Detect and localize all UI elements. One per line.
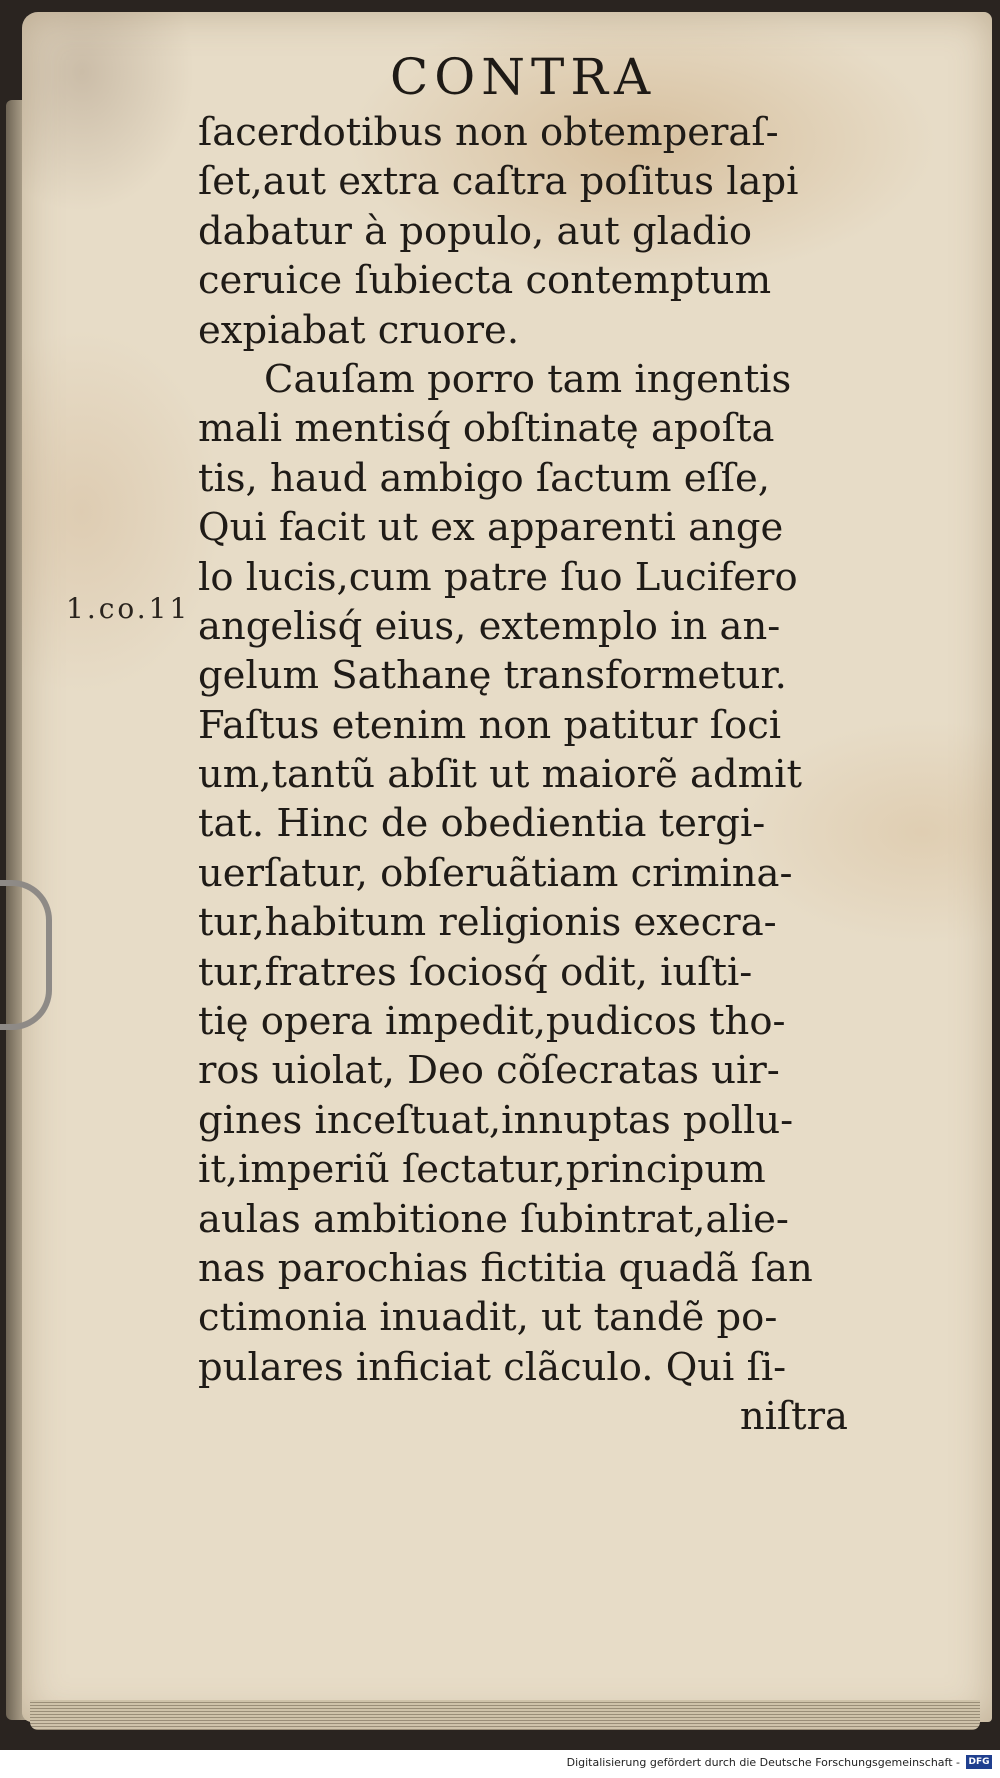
text-line: Faſtus etenim non patitur ſoci xyxy=(198,702,782,748)
catchword: niſtra xyxy=(739,1394,848,1440)
text-line: it,imperiũ ſectatur,principum xyxy=(198,1147,766,1193)
text-line: tat. Hinc de obedientia tergi- xyxy=(198,801,766,847)
text-line: dabatur à populo, aut gladio xyxy=(198,208,753,254)
text-line: ros uiolat, Deo cõſecratas uir- xyxy=(198,1048,780,1094)
text-line: angelisq́ eius, extemplo in an- xyxy=(198,603,781,649)
text-line: tię opera impedit,pudicos tho- xyxy=(198,999,786,1045)
metal-clip xyxy=(0,880,52,1030)
footer-credit: Digitalisierung gefördert durch die Deutsche Forschungsgemeinschaft - xyxy=(566,1756,960,1769)
text-line: um,tantũ abſit ut maiorẽ admit xyxy=(198,752,802,798)
text-block xyxy=(198,108,858,1442)
text-line: Qui facit ut ex apparenti ange xyxy=(198,505,784,551)
text-line: lo lucis,cum patre ſuo Lucifero xyxy=(198,554,798,600)
footer xyxy=(0,1750,1000,1778)
running-head: CONTRA xyxy=(390,48,657,106)
dfg-logo-icon: DFG xyxy=(966,1755,992,1769)
page-edges-bottom xyxy=(30,1700,980,1730)
text-line: aulas ambitione ſubintrat,alie- xyxy=(198,1196,789,1242)
text-line: tis, haud ambigo ſactum eſſe, xyxy=(198,455,771,501)
text-line: pulares inficiat clãculo. Qui ſi- xyxy=(198,1344,787,1390)
text-line: Cauſam porro tam ingentis xyxy=(264,356,792,402)
text-line: uerſatur, obſeruãtiam crimina- xyxy=(198,850,793,896)
marginal-note: 1.co.11 xyxy=(66,592,191,625)
text-line: gines inceſtuat,innuptas pollu- xyxy=(198,1097,794,1143)
text-line: nas parochias fictitia quadã ſan xyxy=(198,1245,813,1291)
text-line: ctimonia inuadit, ut tandẽ po- xyxy=(198,1295,778,1341)
text-line: mali mentisq́ obſtinatę apoſta xyxy=(198,406,775,452)
text-line: ceruice ſubiecta contemptum xyxy=(198,258,772,304)
text-line: tur,habitum religionis execra- xyxy=(198,900,777,946)
text-line: ſacerdotibus non obtemperaſ- xyxy=(198,110,779,155)
text-line: expiabat cruore. xyxy=(198,307,520,353)
text-line: tur,fratres ſociosq́ odit, iuſti- xyxy=(198,949,753,995)
text-line: gelum Sathanę transformetur. xyxy=(198,653,787,699)
text-line: ſet,aut extra caſtra poſitus lapi xyxy=(198,159,799,205)
